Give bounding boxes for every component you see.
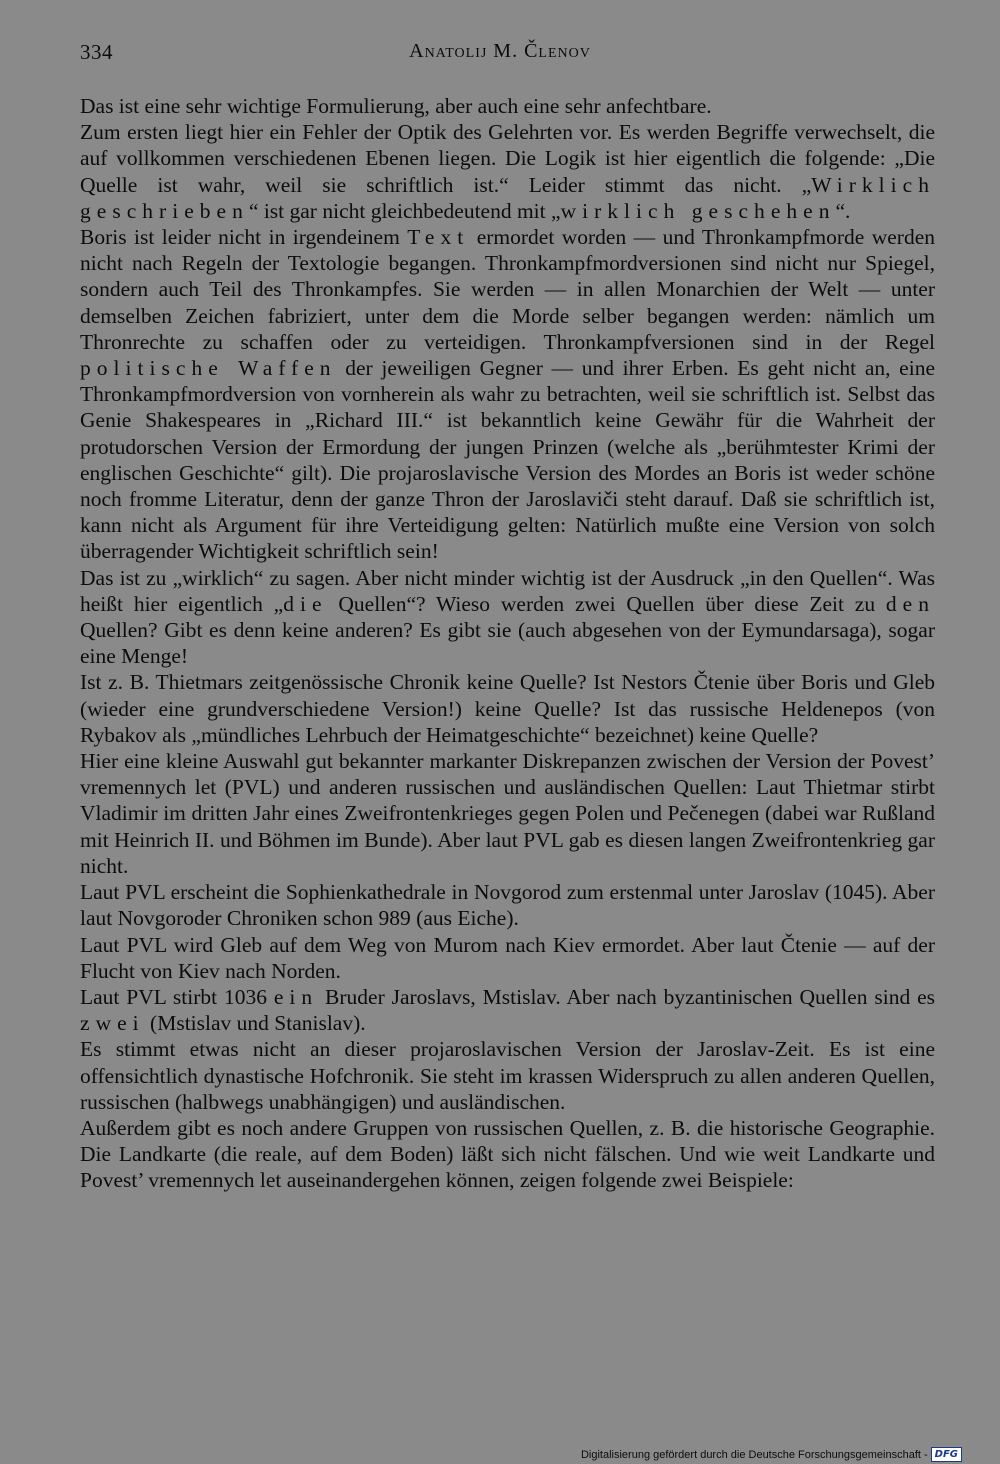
spaced-emphasis: politische Waffen (80, 356, 337, 381)
spaced-emphasis: zwei (80, 1011, 145, 1036)
text-run: Quellen“? Wieso werden zwei Quellen über diese Zeit zu (327, 591, 886, 616)
spaced-emphasis: ein (273, 984, 319, 1009)
text-run: “ ist gar nicht gleichbedeutend mit „ (248, 198, 561, 223)
paragraph-6: Hier eine kleine Auswahl gut bekannter markanter Diskrepanzen zwischen der Version der Povest’ vremennych let (PVL) und anderen russischen und ausländischen Quellen: Laut Thietmar stirbt Vladimir im dritten Jahr eines Zweifrontenkrieges gegen Polen und Pečenegen (dabei war Rußland mit Heinrich II. und Böhmen im Bunde). Aber laut PVL gab es diesen langen Zweifrontenkrieg gar nicht. (80, 749, 935, 878)
page-number: 334 (80, 40, 113, 64)
paragraph-11: Außerdem gibt es noch andere Gruppen von russischen Quellen, z. B. die historische Geographie. Die Landkarte (die reale, auf dem Boden) läßt sich nicht fälschen. Und wie weit Landkarte und Povest’ vremennych let auseinandergehen können, zeigen folgende zwei Beispiele: (80, 1115, 935, 1193)
paragraph-3 (80, 224, 935, 565)
text-run: Zum ersten liegt hier ein Fehler der Optik des Gelehrten vor. Es werden Begriffe verwechselt, die auf vollkommen verschiedenen Ebenen liegen. Die Logik ist hier eigentlich die folgende: „Die Quelle ist wahr, weil sie schriftlich ist.“ Leider stimmt das nicht. „ (80, 120, 935, 197)
paragraph-4 (80, 565, 935, 670)
dfg-logo[interactable]: DFG (931, 1447, 962, 1462)
paragraph-9 (80, 984, 935, 1036)
text-run: Bruder Jaroslavs, Mstislav. Aber nach byzantinischen Quellen sind es (318, 984, 935, 1009)
paragraph-1: Das ist eine sehr wichtige Formulierung, aber auch eine sehr anfechtbare. (80, 94, 712, 118)
spaced-emphasis: die (283, 591, 328, 616)
text-run: “. (835, 198, 851, 223)
text-run: Das ist zu „wirklich“ zu sagen. Aber nicht minder wichtig ist der Ausdruck „in den Quellen“. Was heißt hier eigentlich „ (80, 565, 935, 616)
text-run: Boris ist leider nicht in irgendeinem (80, 225, 408, 250)
paragraph-5: Ist z. B. Thietmars zeitgenössische Chronik keine Quelle? Ist Nestors Čtenie über Boris und Gleb (wieder eine grundverschiedene Version!) keine Quelle? Ist das russische Heldenepos (von Rybakov als „mündliches Lehrbuch der Heimatgeschichte“ bezeichnet) keine Quelle? (80, 670, 935, 747)
body-text (80, 93, 935, 1194)
spaced-emphasis: Wirklich geschrieben (80, 172, 935, 223)
credit-text: Digitalisierung gefördert durch die Deutsche Forschungsgemeinschaft - (580, 1448, 928, 1461)
paragraph-2 (80, 119, 935, 224)
paragraph-7: Laut PVL erscheint die Sophienkathedrale in Novgorod zum erstenmal unter Jaroslav (1045). Aber laut Novgoroder Chroniken schon 989 (aus Eiche). (80, 880, 935, 931)
text-run: Laut PVL stirbt 1036 (80, 984, 274, 1009)
text-run: Quellen? Gibt es denn keine anderen? Es gibt sie (auch abgesehen von der Eymundarsaga), sogar eine Menge! (80, 618, 935, 669)
text-run: ermordet worden — und Thronkampfmorde werden nicht nach Regeln der Textologie begangen. Thronkampfmordversionen sind nicht nur Spiegel, sondern auch Teil des Thronkampfes. Sie werden — in allen Monarchien der Welt — unter demselben Zeichen fabriziert, unter dem die Morde selber begangen werden: nämlich um Thronrechte zu schaffen oder zu verteidigen. Thronkampfversionen sind in der Regel (80, 225, 935, 354)
running-head: Anatolij M. Členov (409, 40, 591, 62)
spaced-emphasis: den (885, 591, 936, 616)
text-run: (Mstislav und Stanislav). (144, 1011, 366, 1036)
paragraph-8: Laut PVL wird Gleb auf dem Weg von Murom nach Kiev ermordet. Aber laut Čtenie — auf der Flucht von Kiev nach Norden. (80, 932, 935, 983)
spaced-emphasis: Text (407, 225, 470, 250)
paragraph-10: Es stimmt etwas nicht an dieser projaroslavischen Version der Jaroslav-Zeit. Es ist eine offensichtlich dynastische Hofchronik. Sie steht im krassen Widerspruch zu allen anderen Quellen, russischen (halbwegs unabhängigen) und ausländischen. (80, 1037, 935, 1114)
text-run: der jeweiligen Gegner — und ihrer Erben. Es geht nicht an, eine Thronkampfmordversion von vornherein als wahr zu betrachten, weil sie schriftlich ist. Selbst das Genie Shakespeares in „Richard III.“ ist bekanntlich keine Gewähr für die Wahrheit der protudorschen Version der Ermordung der jungen Prinzen (welche als „berühmtester Krimi der englischen Geschichte“ gilt). Die projaroslavische Version des Mordes an Boris ist weder schöne noch fromme Literatur, denn der ganze Thron der Jaroslaviči steht darauf. Daß sie schriftlich ist, kann nicht als Argument für ihre Verteidigung gelten: Natürlich mußte eine Version von solch überragender Wichtigkeit schriftlich sein! (80, 356, 935, 564)
spaced-emphasis: wirklich geschehen (560, 198, 836, 223)
digitization-credit (581, 1447, 962, 1462)
